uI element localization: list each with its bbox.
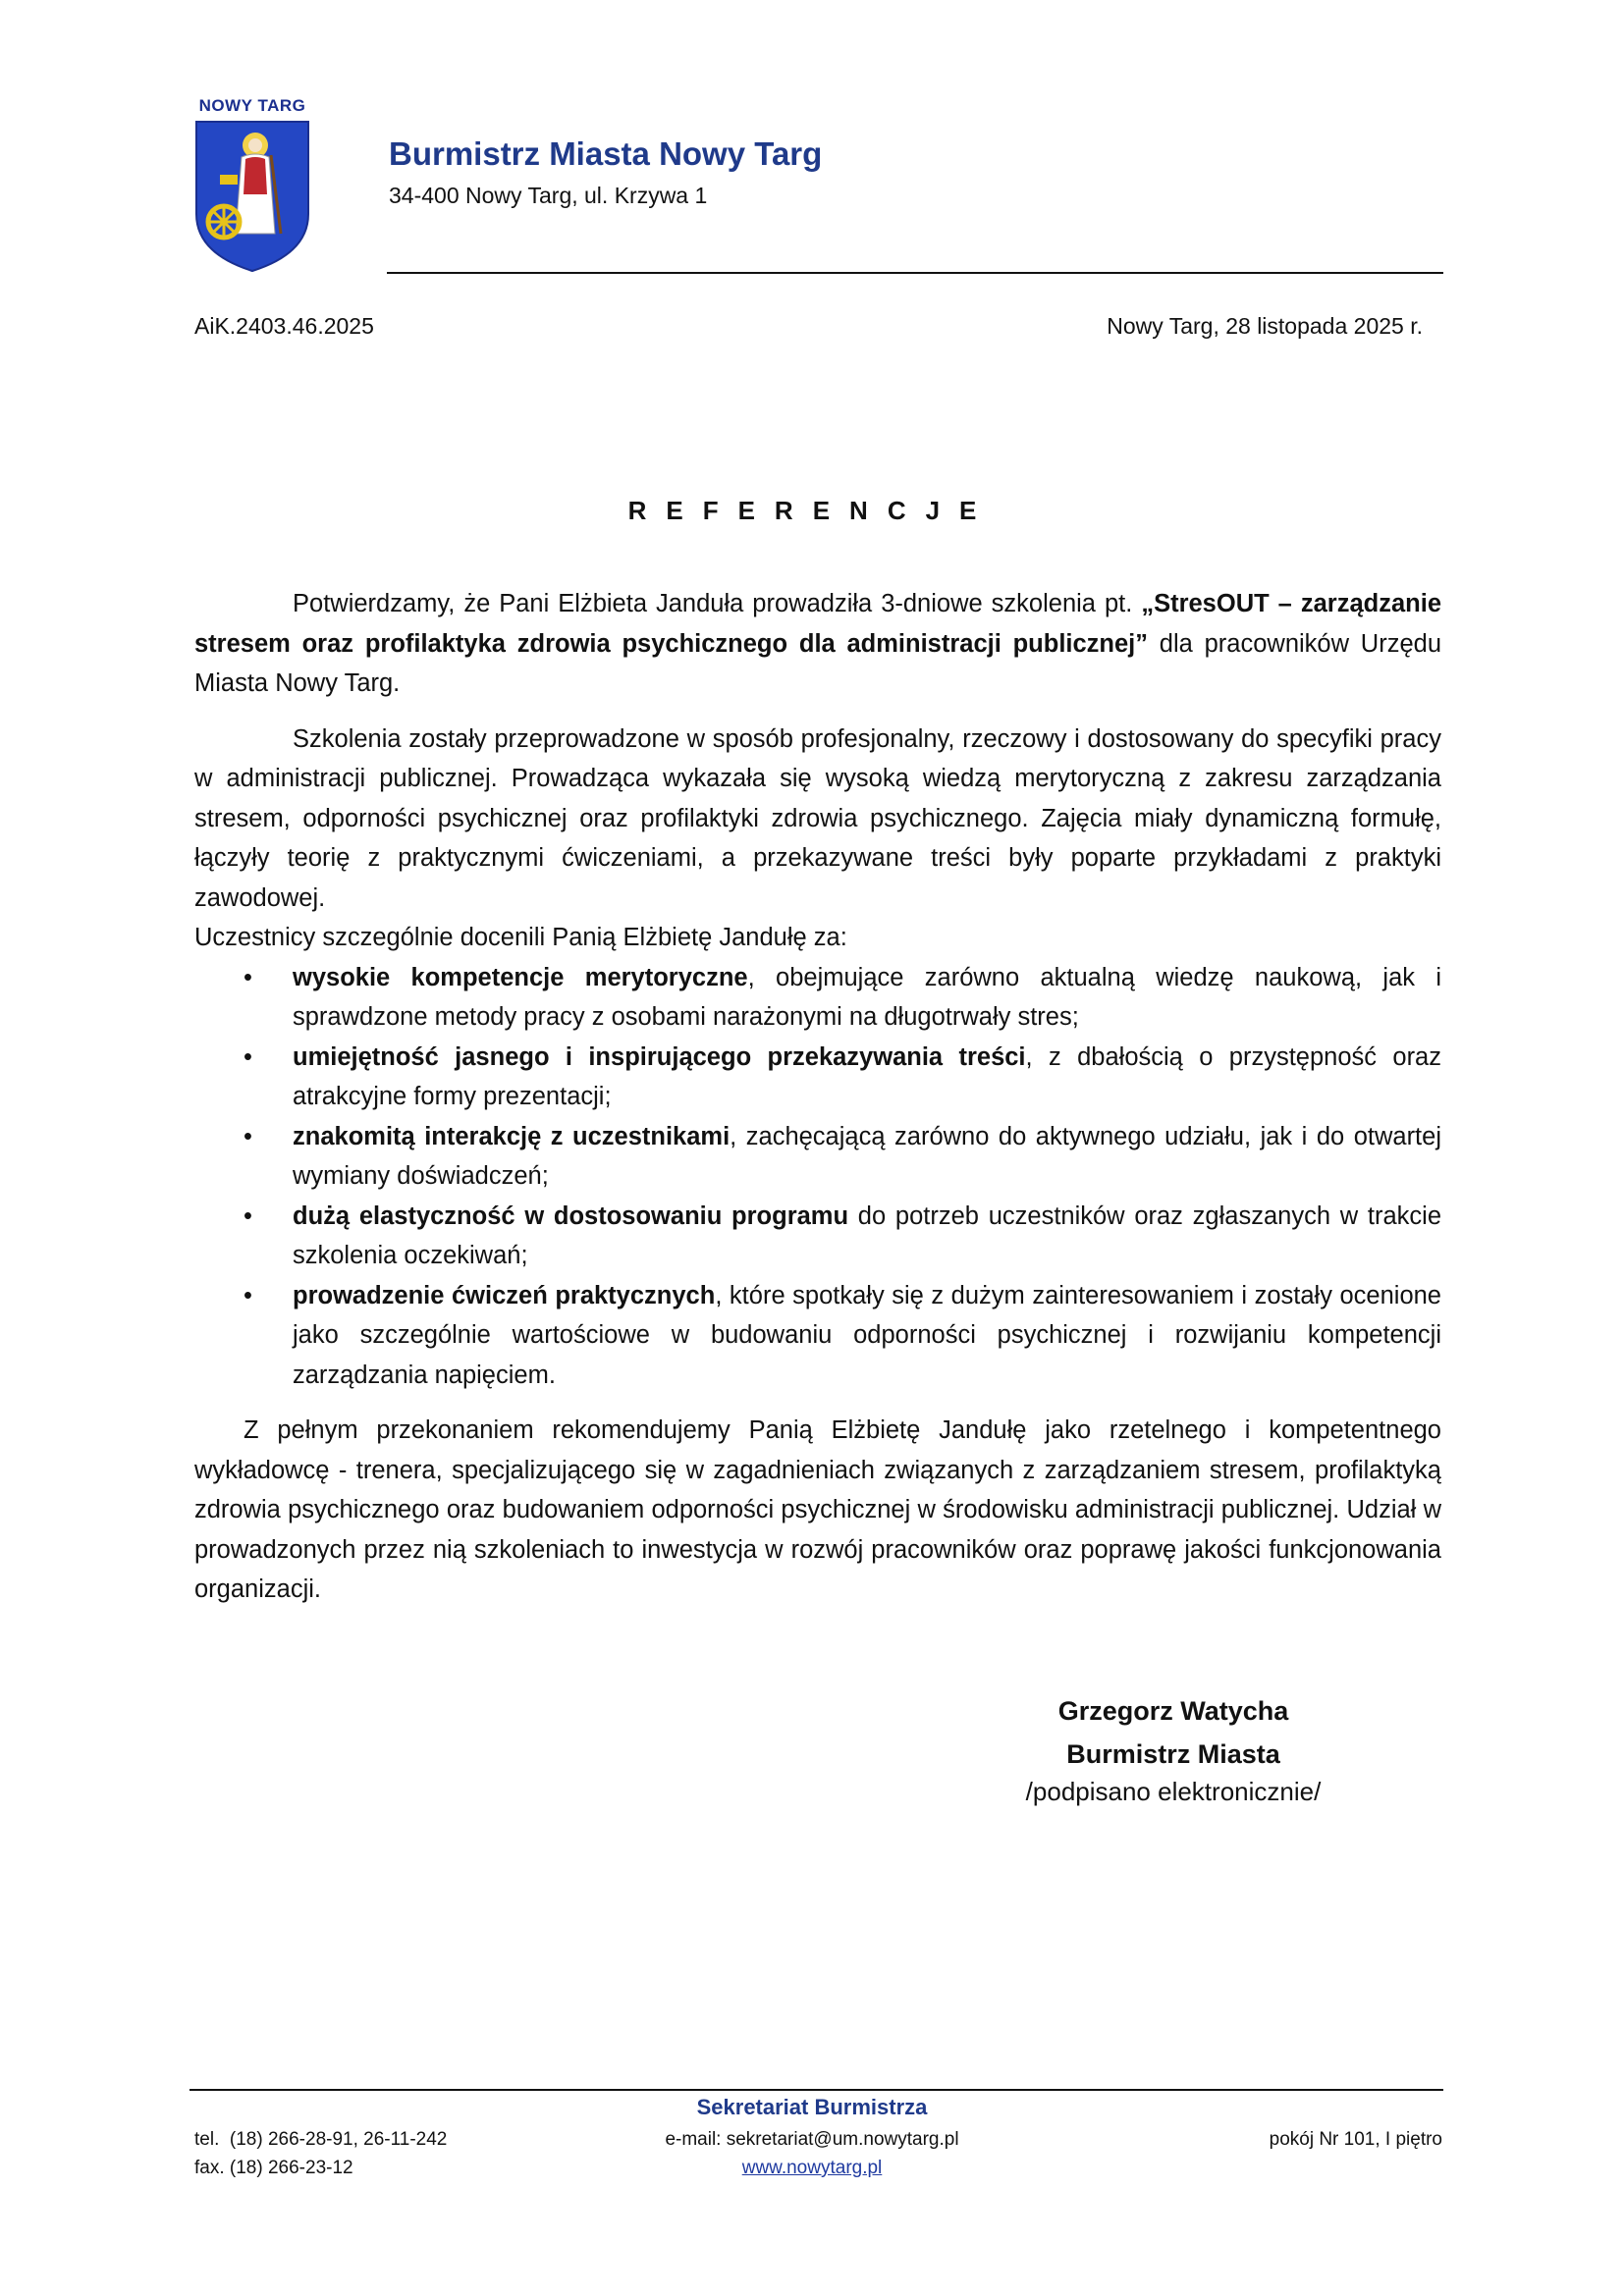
footer-website-link[interactable]: www.nowytarg.pl	[741, 2158, 883, 2178]
office-address: 34-400 Nowy Targ, ul. Krzywa 1	[389, 183, 708, 208]
appreciation-list	[194, 958, 1441, 1396]
footer-email[interactable]: e-mail: sekretariat@um.nowytarg.pl	[665, 2129, 959, 2150]
footer-tel: tel. (18) 266-28-91, 26-11-242	[194, 2129, 448, 2150]
list-item: • prowadzenie ćwiczeń praktycznych, które spotkały się z dużym zainteresowaniem i zostały ocenione jako szczególnie wartościowe w budowaniu odporności psychicznej i rozwijaniu kompetencji zarządzania napięciem.	[293, 1276, 1441, 1396]
document-heading: REFERENCJE	[627, 496, 997, 525]
list-item: • umiejętność jasnego i inspirującego przekazywania treści, z dbałością o przystępność oraz atrakcyjne formy prezentacji;	[293, 1038, 1441, 1117]
signature-note: /podpisano elektronicznie/	[1025, 1777, 1322, 1806]
document-body	[194, 584, 1441, 1610]
paragraph-appreciation: Uczestnicy szczególnie docenili Panią Elżbietę Jandułę za:	[194, 924, 847, 951]
signatory-role: Burmistrz Miasta	[1066, 1739, 1280, 1769]
paragraph-recommendation: Z pełnym przekonaniem rekomendujemy Panią Elżbietę Jandułę jako rzetelnego i kompetentnego wykładowcę - trenera, specjalizującego się w zagadnieniach związanych z zarządzaniem stresem, profilaktyką zdrowia psychicznego oraz budowaniem odporności psychicznej w środowisku administracji publicznej. Udział w prowadzonych przez nią szkoleniach to inwestycja w rozwój pracowników oraz poprawę jakości funkcjonowania organizacji.	[194, 1416, 1441, 1603]
footer-divider	[189, 2089, 1443, 2091]
document-date: Nowy Targ, 28 listopada 2025 r.	[1107, 313, 1423, 339]
list-item: • dużą elastyczność w dostosowaniu programu do potrzeb uczestników oraz zgłaszanych w trakcie szkolenia oczekiwań;	[293, 1197, 1441, 1276]
footer-title: Sekretariat Burmistrza	[696, 2095, 928, 2119]
list-item: • znakomitą interakcję z uczestnikami, zachęcającą zarówno do aktywnego udziału, jak i do otwartej wymiany doświadczeń;	[293, 1117, 1441, 1197]
signatory-name: Grzegorz Watycha	[1057, 1696, 1289, 1726]
office-title: Burmistrz Miasta Nowy Targ	[389, 135, 823, 172]
paragraph-training: Szkolenia zostały przeprowadzone w sposób profesjonalny, rzeczowy i dostosowany do specyfiki pracy w administracji publicznej. Prowadząca wykazała się wysoką wiedzą merytoryczną z zakresu zarządzania stresem, odporności psychicznej oraz profilaktyki zdrowia psychicznego. Zajęcia miały dynamiczną formułę, łączyły teorię z praktycznymi ćwiczeniami, a przekazywane treści były poparte przykładami z praktyki zawodowej.	[194, 724, 1441, 912]
list-item: • wysokie kompetencje merytoryczne, obejmujące zarówno aktualną wiedzę naukową, jak i sprawdzone metody pracy z osobami narażonymi na długotrwały stres;	[293, 958, 1441, 1038]
footer-fax: fax. (18) 266-23-12	[194, 2158, 353, 2178]
footer-room: pokój Nr 101, I piętro	[1269, 2129, 1442, 2150]
header-divider	[387, 272, 1443, 274]
signature-block	[943, 1689, 1404, 1776]
paragraph-intro: Potwierdzamy, że Pani Elżbieta Janduła prowadziła 3-dniowe szkolenia pt. „StresOUT – zarządzanie stresem oraz profilaktyka zdrowia psychicznego dla administracji publicznej” dla pracowników Urzędu Miasta Nowy Targ.	[194, 590, 1442, 697]
coat-of-arms-icon	[194, 96, 310, 273]
crest-town-name: NOWY TARG	[198, 96, 306, 115]
reference-number: AiK.2403.46.2025	[194, 313, 374, 339]
